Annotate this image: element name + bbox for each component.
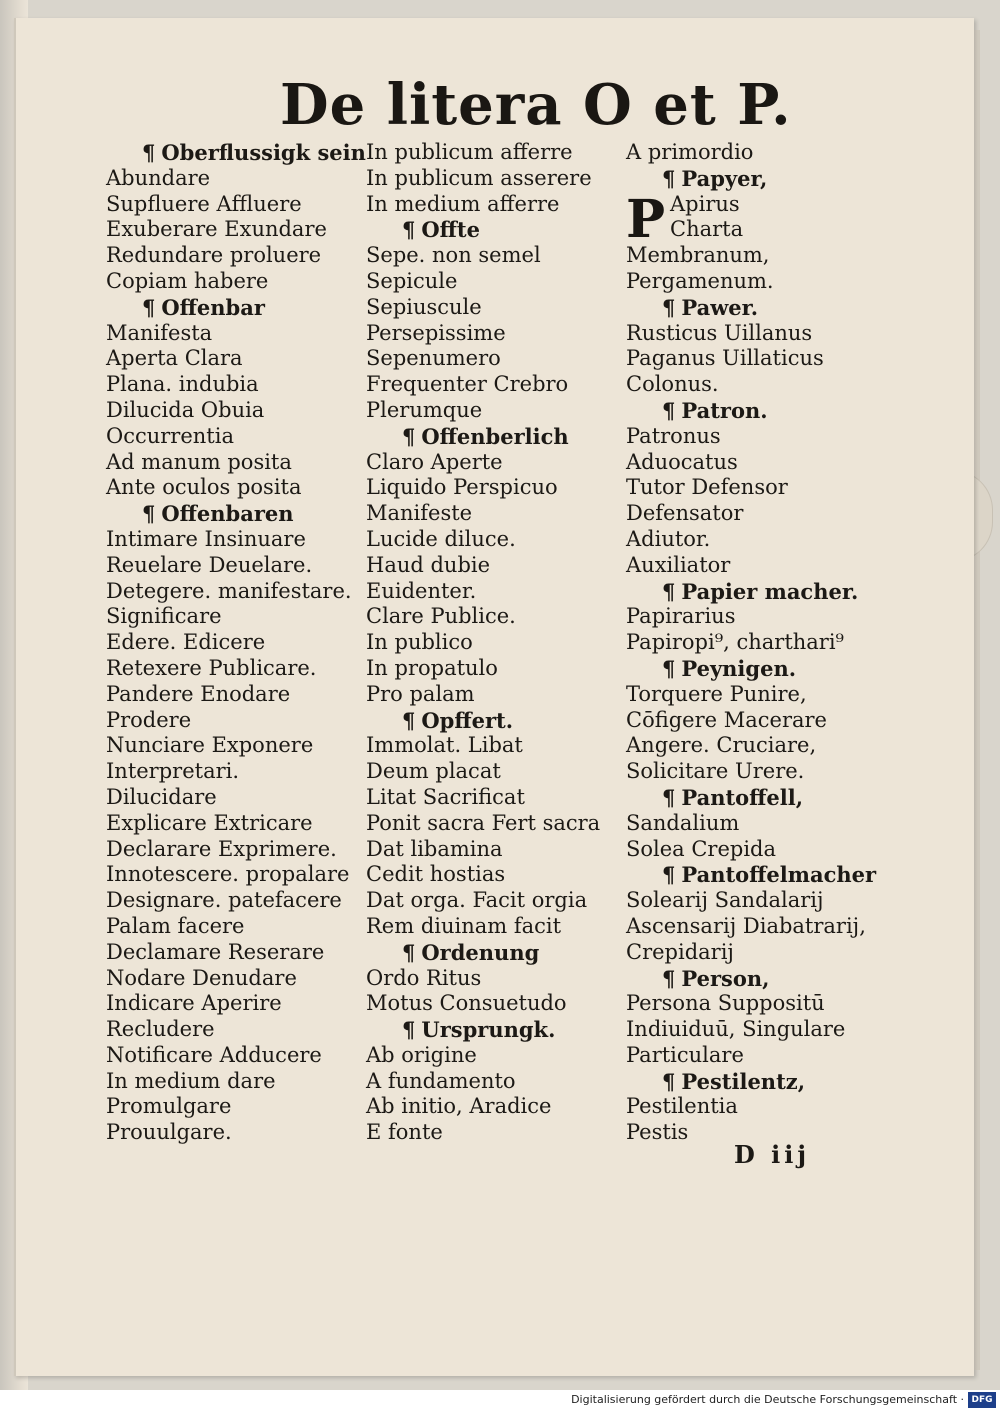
entry-heading <box>626 166 888 192</box>
entry-text: Designare. patefacere <box>106 888 342 913</box>
entry-text: In medium afferre <box>366 191 560 216</box>
entry-line <box>106 269 368 295</box>
entry-text: Rusticus Uillanus <box>626 320 813 345</box>
entry-line <box>106 424 368 450</box>
entry-line <box>106 166 368 192</box>
entry-line <box>366 321 628 347</box>
entry-line <box>366 346 628 372</box>
entry-text: Adiutor. <box>626 526 711 551</box>
entry-line <box>626 991 888 1017</box>
entry-text: Nodare Denudare <box>106 965 297 990</box>
entry-line <box>106 888 368 914</box>
entry-line <box>626 243 888 269</box>
entry-line <box>366 553 628 579</box>
entry-text: Promulgare <box>106 1094 232 1119</box>
entry-line <box>366 811 628 837</box>
entry-text: Clare Publice. <box>366 604 516 629</box>
entry-text: Cōfigere Macerare <box>626 707 827 732</box>
entry-text: Explicare Extricare <box>106 810 313 835</box>
entry-line <box>366 1094 628 1120</box>
dfg-logo: DFG <box>968 1392 996 1408</box>
entry-heading <box>366 708 628 734</box>
entry-text: Declarare Exprimere. <box>106 836 337 861</box>
entry-text: Rem diuinam facit <box>366 913 562 938</box>
entry-text: A primordio <box>626 140 754 164</box>
entry-line <box>366 604 628 630</box>
column-middle <box>366 140 628 1146</box>
entry-line <box>366 269 628 295</box>
entry-line <box>366 295 628 321</box>
entry-text: Patron. <box>681 397 768 423</box>
entry-text: Manifesta <box>106 320 213 345</box>
entry-text: Immolat. Libat <box>366 733 523 758</box>
entry-line <box>106 630 368 656</box>
entry-text: Particulare <box>626 1042 744 1067</box>
entry-text: Pandere Enodare <box>106 681 291 706</box>
entry-text: Ordo Ritus <box>366 965 482 990</box>
entry-line <box>106 1043 368 1069</box>
entry-line <box>106 192 368 218</box>
entry-text: Ponit sacra Fert sacra <box>366 810 601 835</box>
entry-text: Sepicule <box>366 268 458 293</box>
entry-text: Solearij Sandalarij <box>626 888 824 913</box>
entry-text: Papirarius <box>626 604 736 629</box>
entry-heading <box>626 579 888 605</box>
drop-cap: P <box>626 188 666 250</box>
entry-line <box>626 269 888 295</box>
entry-line <box>106 398 368 424</box>
entry-text: In medium dare <box>106 1068 276 1093</box>
entry-text: Crepidarij <box>626 939 734 964</box>
entry-line <box>626 604 888 630</box>
entry-line <box>106 708 368 734</box>
entry-line <box>106 1120 368 1146</box>
entry-text: Indiuiduū, Singulare <box>626 1017 846 1042</box>
entry-text: Solea Crepida <box>626 836 777 861</box>
entry-text: Palam facere <box>106 913 245 938</box>
entry-heading <box>366 217 628 243</box>
entry-text: Ab initio, Aradice <box>366 1094 552 1119</box>
entry-line <box>366 991 628 1017</box>
entry-text: Apirus <box>670 191 740 216</box>
entry-text: Indicare Aperire <box>106 991 282 1016</box>
entry-line <box>106 1094 368 1120</box>
entry-heading <box>366 424 628 450</box>
entry-text: Retexere Publicare. <box>106 655 317 680</box>
entry-line <box>626 140 888 166</box>
entry-text: Dilucidare <box>106 784 217 809</box>
entry-text: Prouulgare. <box>106 1120 232 1145</box>
entry-line <box>626 553 888 579</box>
entry-text: Motus Consuetudo <box>366 991 567 1016</box>
entry-text: Abundare <box>106 165 211 190</box>
entry-text: Ante oculos posita <box>106 475 302 500</box>
entry-text: Innotescere. propalare <box>106 862 350 887</box>
entry-text: Pergamenum. <box>626 268 774 293</box>
entry-text: Sandalium <box>626 810 740 835</box>
entry-heading <box>626 295 888 321</box>
entry-text: Detegere. manifestare. <box>106 578 352 603</box>
entry-line <box>106 1069 368 1095</box>
entry-text: Pawer. <box>681 294 759 320</box>
entry-text: In publicum asserere <box>366 165 592 190</box>
entry-text: Ursprungk. <box>421 1017 556 1043</box>
entry-text: Intimare Insinuare <box>106 526 306 551</box>
entry-text: Haud dubie <box>366 552 491 577</box>
entry-text: Plana. indubia <box>106 372 259 397</box>
entry-heading <box>106 140 368 166</box>
entry-text: In propatulo <box>366 655 498 680</box>
entry-text: Dat libamina <box>366 836 503 861</box>
entry-line <box>366 475 628 501</box>
entry-line <box>366 914 628 940</box>
entry-text: Opffert. <box>421 707 514 733</box>
entry-text: Reuelare Deuelare. <box>106 552 313 577</box>
entry-line <box>106 966 368 992</box>
entry-line <box>626 1094 888 1120</box>
entry-text: Solicitare Urere. <box>626 759 805 784</box>
entry-text: Sepenumero <box>366 346 501 371</box>
entry-text: Tutor Defensor <box>626 475 788 500</box>
entry-line <box>366 966 628 992</box>
entry-text: Lucide diluce. <box>366 526 516 551</box>
entry-line <box>626 424 888 450</box>
entry-heading <box>626 862 888 888</box>
entry-text: Papiropi⁹, charthari⁹ <box>626 630 844 655</box>
entry-line <box>106 682 368 708</box>
entry-heading <box>366 940 628 966</box>
signature-mark: D iij <box>734 1140 811 1169</box>
entry-line <box>106 217 368 243</box>
entry-line <box>626 527 888 553</box>
entry-heading <box>626 656 888 682</box>
entry-text: Pantoffell, <box>681 784 804 810</box>
entry-text: Pantoffelmacher <box>681 862 877 888</box>
entry-line <box>366 630 628 656</box>
entry-text: Aperta Clara <box>106 346 243 371</box>
entry-line <box>366 527 628 553</box>
entry-line <box>626 475 888 501</box>
entry-text: A fundamento <box>366 1068 516 1093</box>
entry-text: Peynigen. <box>681 655 797 681</box>
entry-line <box>626 1017 888 1043</box>
entry-line <box>106 1017 368 1043</box>
entry-text: Copiam habere <box>106 268 269 293</box>
entry-heading <box>106 501 368 527</box>
entry-line <box>626 450 888 476</box>
entry-line <box>106 346 368 372</box>
entry-line <box>366 656 628 682</box>
entry-line <box>106 862 368 888</box>
entry-line <box>366 140 628 166</box>
entry-line <box>106 733 368 759</box>
entry-text: Liquido Perspicuo <box>366 475 558 500</box>
footer-credit: Digitalisierung gefördert durch die Deutsche Forschungsgemeinschaft · <box>571 1393 964 1406</box>
entry-line <box>626 888 888 914</box>
entry-line <box>366 243 628 269</box>
entry-line <box>366 450 628 476</box>
entry-text: Defensator <box>626 501 744 526</box>
entry-text: Pestis <box>626 1120 689 1145</box>
entry-line <box>106 475 368 501</box>
entry-text: Ad manum posita <box>106 449 292 474</box>
entry-text: Torquere Punire, <box>626 681 807 706</box>
entry-line <box>106 759 368 785</box>
entry-text: Angere. Cruciare, <box>626 733 817 758</box>
entry-line <box>106 940 368 966</box>
entry-text: Papyer, <box>681 165 768 191</box>
entry-line <box>106 914 368 940</box>
entry-text: Pestilentia <box>626 1094 738 1119</box>
entry-line <box>106 811 368 837</box>
entry-line <box>366 192 628 218</box>
footer-bar <box>0 1390 1000 1413</box>
entry-text: Nunciare Exponere <box>106 733 314 758</box>
entry-text: Offte <box>421 217 480 243</box>
entry-line <box>366 1043 628 1069</box>
entry-text: Offenbaren <box>161 501 294 527</box>
entry-text: Ab origine <box>366 1042 477 1067</box>
entry-text: Charta <box>670 217 744 242</box>
entry-text: Euidenter. <box>366 578 477 603</box>
entry-line <box>626 811 888 837</box>
entry-text: Redundare proluere <box>106 243 322 268</box>
entry-line <box>366 501 628 527</box>
entry-text: Colonus. <box>626 372 719 397</box>
entry-line <box>106 243 368 269</box>
entry-line <box>626 321 888 347</box>
entry-text: Litat Sacrificat <box>366 784 525 809</box>
entry-heading <box>366 1017 628 1043</box>
entry-text: Prodere <box>106 707 192 732</box>
entry-line <box>366 372 628 398</box>
entry-text: Dilucida Obuia <box>106 397 265 422</box>
entry-text: Edere. Edicere <box>106 630 266 655</box>
entry-heading <box>106 295 368 321</box>
entry-text: Occurrentia <box>106 423 234 448</box>
entry-line <box>106 553 368 579</box>
entry-line <box>626 914 888 940</box>
entry-text: Plerumque <box>366 397 483 422</box>
entry-heading <box>626 1069 888 1095</box>
entry-text: Notificare Adducere <box>106 1042 322 1067</box>
entry-line <box>106 604 368 630</box>
entry-line <box>366 579 628 605</box>
entry-line <box>366 862 628 888</box>
entry-line <box>626 708 888 734</box>
entry-text: In publicum afferre <box>366 140 573 164</box>
entry-heading <box>626 785 888 811</box>
entry-text: Pestilentz, <box>681 1068 806 1094</box>
entry-line <box>366 1120 628 1146</box>
entry-line <box>626 837 888 863</box>
column-right <box>626 140 888 1146</box>
entry-text: Paganus Uillaticus <box>626 346 824 371</box>
entry-text: Persepissime <box>366 320 506 345</box>
entry-text: Aduocatus <box>626 449 738 474</box>
entry-line <box>626 217 888 243</box>
entry-text: Pro palam <box>366 681 475 706</box>
entry-text: Declamare Reserare <box>106 939 325 964</box>
entry-line <box>626 630 888 656</box>
entry-text: Persona Suppositū <box>626 991 825 1016</box>
entry-text: Offenbar <box>161 294 265 320</box>
entry-line <box>626 759 888 785</box>
entry-text: Membranum, <box>626 243 770 268</box>
entry-line <box>106 321 368 347</box>
entry-text: Ordenung <box>421 939 540 965</box>
entry-line <box>626 501 888 527</box>
entry-line <box>366 759 628 785</box>
entry-line <box>106 372 368 398</box>
entry-text: Exuberare Exundare <box>106 217 327 242</box>
entry-heading <box>626 398 888 424</box>
page-title: De litera O et P. <box>280 72 792 138</box>
entry-text: Ascensarij Diabatrarij, <box>626 913 866 938</box>
entry-line <box>366 785 628 811</box>
entry-text: Recludere <box>106 1017 215 1042</box>
entry-text: Supfluere Affluere <box>106 191 302 216</box>
entry-text: Significare <box>106 604 222 629</box>
entry-line <box>626 682 888 708</box>
entry-text: Cedit hostias <box>366 862 506 887</box>
entry-text: Sepe. non semel <box>366 243 541 268</box>
entry-text: Claro Aperte <box>366 449 503 474</box>
entry-text: Person, <box>681 965 770 991</box>
entry-line <box>366 166 628 192</box>
entry-line <box>366 888 628 914</box>
entry-heading <box>626 966 888 992</box>
entry-text: Interpretari. <box>106 759 240 784</box>
entry-text: Deum placat <box>366 759 501 784</box>
entry-line <box>106 837 368 863</box>
entry-line <box>106 656 368 682</box>
entry-text: Sepiuscule <box>366 294 482 319</box>
entry-line <box>366 837 628 863</box>
entry-line <box>626 733 888 759</box>
entry-text: Frequenter Crebro <box>366 372 569 397</box>
entry-text: In publico <box>366 630 473 655</box>
entry-line <box>106 527 368 553</box>
entry-line <box>106 579 368 605</box>
entry-text: Patronus <box>626 423 721 448</box>
entry-line <box>626 940 888 966</box>
entry-line <box>106 785 368 811</box>
entry-text: Papier macher. <box>681 578 859 604</box>
entry-line <box>106 450 368 476</box>
entry-line <box>626 1043 888 1069</box>
entry-text: Dat orga. Facit orgia <box>366 888 588 913</box>
entry-text: Offenberlich <box>421 423 569 449</box>
entry-text: Oberflussigk sein <box>161 140 366 165</box>
entry-text: Manifeste <box>366 501 473 526</box>
entry-line <box>626 346 888 372</box>
entry-line <box>366 398 628 424</box>
entry-line <box>106 991 368 1017</box>
entry-line <box>366 682 628 708</box>
entry-line <box>626 372 888 398</box>
entry-text: Auxiliator <box>626 552 731 577</box>
entry-text: E fonte <box>366 1120 443 1145</box>
entry-line <box>366 733 628 759</box>
column-left <box>106 140 368 1146</box>
entry-line <box>366 1069 628 1095</box>
